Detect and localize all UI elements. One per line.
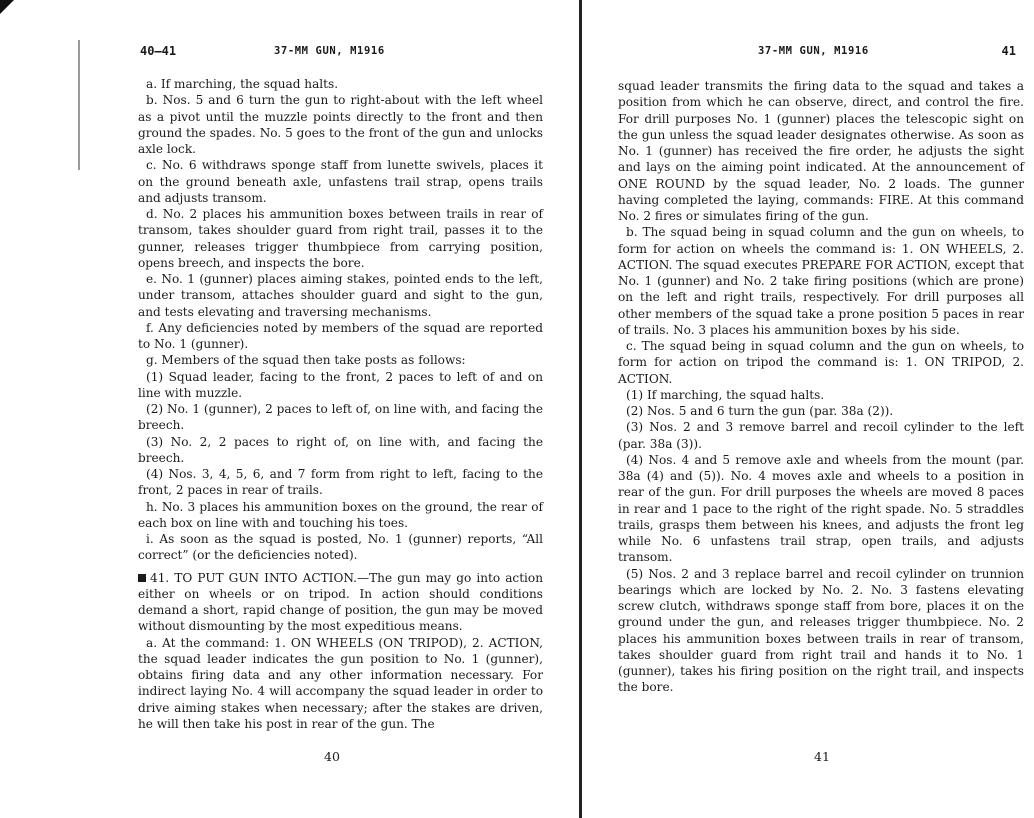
paragraph: squad leader transmits the firing data to the squad and takes a position from which he can observe, direct, and control the fire. For drill purposes No. 1 (gunner) places the telescopic sight on the gun unless the squad leader designates otherwise. As soon as No. 1 (gunner) has received the fire order, he adjusts the sight and lays on the aiming point indicated. At the announcement of ONE ROUND by the squad leader, No. 2 loads. The gunner having completed the laying, commands: FIRE. At this command No. 2 fires or simulates firing of the gun. xyxy=(618,79,1024,223)
paragraph: h. No. 3 places his ammunition boxes on the ground, the rear of each box on line with and touching his toes. xyxy=(138,499,543,530)
running-title: 37-MM GUN, M1916 xyxy=(758,45,869,57)
paragraph: (4) Nos. 4 and 5 remove axle and wheels from the mount (par. 38a (4) and (5)). No. 4 moves axle and wheels to a position in rear of the gun. For drill purposes the wheels are moved 8 paces in rear and 1 pace to the right of the right spade. No. 5 straddles trails, grasps them between his knees, and adjusts the front leg while No. 6 unfastens trail strap, open trails, and adjusts transom. xyxy=(618,452,1024,565)
right-running-head xyxy=(618,44,1024,60)
page-gutter xyxy=(579,0,582,818)
left-body-text xyxy=(138,76,543,732)
paragraph: i. As soon as the squad is posted, No. 1 (gunner) reports, “All correct” (or the deficiencies noted). xyxy=(138,532,543,563)
right-body-text xyxy=(618,78,1024,696)
paragraph: a. If marching, the squad halts. xyxy=(146,77,339,91)
paragraph: f. Any deficiencies noted by members of the squad are reported to No. 1 (gunner). xyxy=(138,320,543,351)
paragraph: g. Members of the squad then take posts as follows: xyxy=(146,353,466,368)
paragraph: (3) Nos. 2 and 3 remove barrel and recoil cylinder to the left (par. 38a (3)). xyxy=(618,420,1024,451)
running-title: 37-MM GUN, M1916 xyxy=(274,45,385,57)
paragraph: c. No. 6 withdraws sponge staff from lunette swivels, places it on the ground beneath axle, unfastens trail strap, opens trails and adjusts transom. xyxy=(138,158,543,205)
paragraph: b. Nos. 5 and 6 turn the gun to right-about with the left wheel as a pivot until the muzzle points directly to the front and then ground the spades. No. 5 goes to the front of the gun and unlocks axle lock. xyxy=(138,93,543,156)
paragraph: (3) No. 2, 2 paces to right of, on line with, and facing the breech. xyxy=(138,434,543,465)
paragraph: (4) Nos. 3, 4, 5, 6, and 7 form from right to left, facing to the front, 2 paces in rear of trails. xyxy=(138,467,543,498)
left-running-head xyxy=(138,44,543,60)
section-square-icon xyxy=(138,574,146,582)
paragraph: c. The squad being in squad column and the gun on wheels, to form for action on tripod the command is: 1. ON TRIPOD, 2. ACTION. xyxy=(618,339,1024,386)
page-folio: 40 xyxy=(324,749,340,764)
section-heading-paragraph xyxy=(138,570,543,635)
section-text: 41. TO PUT GUN INTO ACTION.—The gun may go into action either on wheels or on tripod. In action should conditions demand a short, rapid change of position, the gun may be moved without dismounting by the most expeditious means. xyxy=(138,570,543,634)
paragraph: (1) If marching, the squad halts. xyxy=(626,387,825,402)
paragraph: d. No. 2 places his ammunition boxes between trails in rear of transom, takes shoulder guard from right trail, passes it to the gunner, releases trigger thumbpiece from carrying position, opens breech, and inspects the bore. xyxy=(138,207,543,270)
paragraph: (5) Nos. 2 and 3 replace barrel and recoil cylinder on trunnion bearings which are locked by No. 2. No. 3 fastens elevating screw clutch, withdraws sponge staff from bore, places it on the ground under the gun, and releases trigger thumbpiece. No. 2 places his ammunition boxes between trails in rear of transom, takes shoulder guard from right trail and hands it to No. 1 (gunner), takes his firing position on the right trail, and inspects the bore. xyxy=(618,566,1024,695)
paragraph: (1) Squad leader, facing to the front, 2 paces to left of and on line with muzzle. xyxy=(138,369,543,400)
scan-edge-line xyxy=(78,40,80,170)
paragraph: (2) Nos. 5 and 6 turn the gun (par. 38a (2)). xyxy=(626,404,894,418)
page-number: 41 xyxy=(1001,44,1016,58)
page-range: 40–41 xyxy=(140,44,177,58)
paragraph: a. At the command: 1. ON WHEELS (ON TRIPOD), 2. ACTION, the squad leader indicates the gun position to No. 1 (gunner), obtains firing data and any other information necessary. For indirect laying No. 4 will accompany the squad leader in order to drive aiming stakes when necessary; after the stakes are driven, he will then take his post in rear of the gun. The xyxy=(138,635,543,731)
scan-corner-mark xyxy=(0,0,14,14)
paragraph: (2) No. 1 (gunner), 2 paces to left of, on line with, and facing the breech. xyxy=(138,402,543,433)
paragraph: b. The squad being in squad column and the gun on wheels, to form for action on wheels the command is: 1. ON WHEELS, 2. ACTION. The squad executes PREPARE FOR ACTION, except that No. 1 (gunner) and No. 2 take firing positions (which are prone) on the left and right trails, respectively. For drill purposes all other members of the squad take a prone position 5 paces in rear of trails. No. 3 places his ammunition boxes by his side. xyxy=(618,225,1024,337)
paragraph: e. No. 1 (gunner) places aiming stakes, pointed ends to the left, under transom, attaches shoulder guard and sight to the gun, and tests elevating and traversing mechanisms. xyxy=(138,272,543,319)
page-folio: 41 xyxy=(814,749,830,764)
